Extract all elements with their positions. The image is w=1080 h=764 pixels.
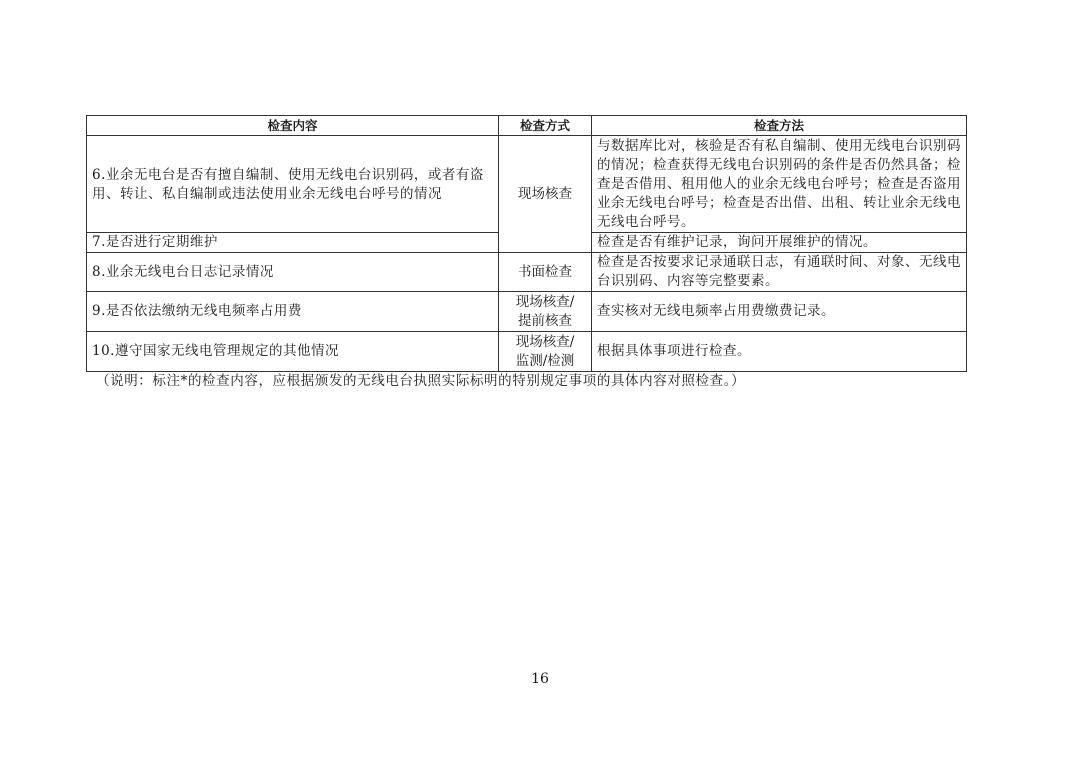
row-6-mode-text: 现场核查 <box>518 185 572 202</box>
inspection-table <box>86 115 967 372</box>
row-7-method <box>592 233 967 253</box>
row-6-method-text: 与数据库比对，核验是否有私自编制、使用无线电台识别码的情况；检查获得无线电台识别码的条件是否仍然具备；检查是否借用、租用他人的业余无线电台呼号；检查是否盗用业余无线电台呼号；检查是否出借、出租、转让业余无线电无线电台呼号。 <box>597 137 961 230</box>
row-7-method-text: 检查是否有维护记录，询问开展维护的情况。 <box>597 234 877 250</box>
row-9-content <box>87 292 499 332</box>
table-row <box>87 332 967 372</box>
table-note: （说明：标注*的检查内容，应根据颁发的无线电台执照实际标明的特别规定事项的具体内容对照检查。） <box>96 373 746 389</box>
row-6-content <box>87 136 499 233</box>
header-inspection-method: 检查方法 <box>592 116 967 136</box>
row-10-content <box>87 332 499 372</box>
row-10-content-text: 10.遵守国家无线电管理规定的其他情况 <box>92 343 339 359</box>
header-inspection-content: 检查内容 <box>87 116 499 136</box>
table-header-row <box>87 116 967 136</box>
row-10-mode <box>499 332 592 372</box>
row-8-method-text: 检查是否按要求记录通联日志，有通联时间、对象、无线电台识别码、内容等完整要素。 <box>597 254 961 289</box>
table-row <box>87 253 967 292</box>
row-8-method <box>592 253 967 292</box>
row-9-mode <box>499 292 592 332</box>
row-6-content-text: 6.业余无电台是否有擅自编制、使用无线电台识别码，或者有盗用、转让、私自编制或违法使用业余无线电台呼号的情况 <box>92 167 484 202</box>
row-9-mode-text: 现场核查/ 提前核查 <box>515 293 575 329</box>
row-8-mode <box>499 253 592 292</box>
row-9-method <box>592 292 967 332</box>
table-row <box>87 136 967 233</box>
row-9-content-text: 9.是否依法缴纳无线电频率占用费 <box>92 303 302 319</box>
row-9-method-text: 查实核对无线电频率占用费缴费记录。 <box>597 303 835 319</box>
row-8-mode-text: 书面检查 <box>518 263 572 280</box>
row-10-mode-text: 现场核查/ 监测/检测 <box>515 333 575 369</box>
row-6-method <box>592 136 967 233</box>
header-inspection-mode: 检查方式 <box>499 116 592 136</box>
row-10-method <box>592 332 967 372</box>
row-10-method-text: 根据具体事项进行检查。 <box>597 343 751 359</box>
row-8-content-text: 8.业余无线电台日志记录情况 <box>92 263 274 280</box>
page-number: 16 <box>531 671 549 687</box>
row-7-content-text: 7.是否进行定期维护 <box>92 234 218 250</box>
row-6-7-mode <box>499 136 592 253</box>
row-7-content <box>87 233 499 253</box>
row-8-content <box>87 253 499 292</box>
table-row <box>87 292 967 332</box>
